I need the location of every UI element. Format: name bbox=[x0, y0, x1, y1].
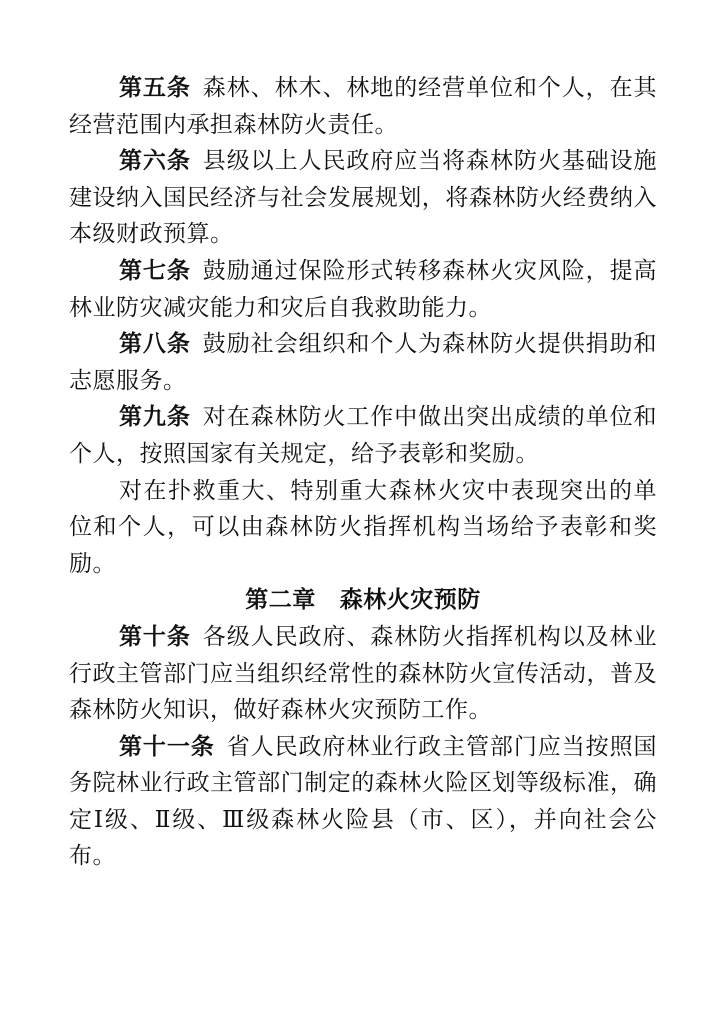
article-number: 第十条 bbox=[119, 623, 191, 650]
article-number: 第十一条 bbox=[119, 733, 215, 760]
article-text: 鼓励社会组织和个人为森林防火提供捐助和志愿服务。 bbox=[69, 331, 658, 394]
article-9 bbox=[69, 399, 657, 472]
article-10 bbox=[69, 619, 657, 729]
article-9-continuation: 对在扑救重大、特别重大森林火灾中表现突出的单位和个人，可以由森林防火指挥机构当场给予表彰和奖励。 bbox=[69, 477, 657, 577]
article-7 bbox=[69, 253, 657, 326]
article-11 bbox=[69, 729, 657, 875]
article-number: 第六条 bbox=[119, 148, 191, 175]
article-text: 县级以上人民政府应当将森林防火基础设施建设纳入国民经济与社会发展规划，将森林防火经费纳入本级财政预算。 bbox=[69, 148, 658, 248]
article-5 bbox=[69, 70, 657, 143]
article-number: 第七条 bbox=[119, 257, 191, 284]
article-text: 森林、林木、林地的经营单位和个人，在其经营范围内承担森林防火责任。 bbox=[69, 75, 658, 138]
article-number: 第八条 bbox=[119, 331, 191, 358]
article-8 bbox=[69, 326, 657, 399]
chapter-heading bbox=[69, 582, 657, 619]
chapter-title: 森林火灾预防 bbox=[339, 587, 481, 614]
article-6 bbox=[69, 143, 657, 253]
article-number: 第五条 bbox=[119, 75, 191, 101]
document-page bbox=[69, 70, 657, 875]
article-text: 对在森林防火工作中做出突出成绩的单位和个人，按照国家有关规定，给予表彰和奖励。 bbox=[69, 404, 658, 467]
article-text: 各级人民政府、森林防火指挥机构以及林业行政主管部门应当组织经常性的森林防火宣传活动，普及森林防火知识，做好森林火灾预防工作。 bbox=[69, 623, 658, 724]
chapter-number: 第二章 bbox=[245, 587, 316, 614]
article-number: 第九条 bbox=[119, 404, 191, 431]
article-text: 省人民政府林业行政主管部门应当按照国务院林业行政主管部门制定的森林火险区划等级标准，确定Ⅰ级、Ⅱ级、Ⅲ级森林火险县（市、区），并向社会公布。 bbox=[69, 733, 658, 870]
article-text: 鼓励通过保险形式转移森林火灾风险，提高林业防灾减灾能力和灾后自我救助能力。 bbox=[69, 257, 658, 321]
